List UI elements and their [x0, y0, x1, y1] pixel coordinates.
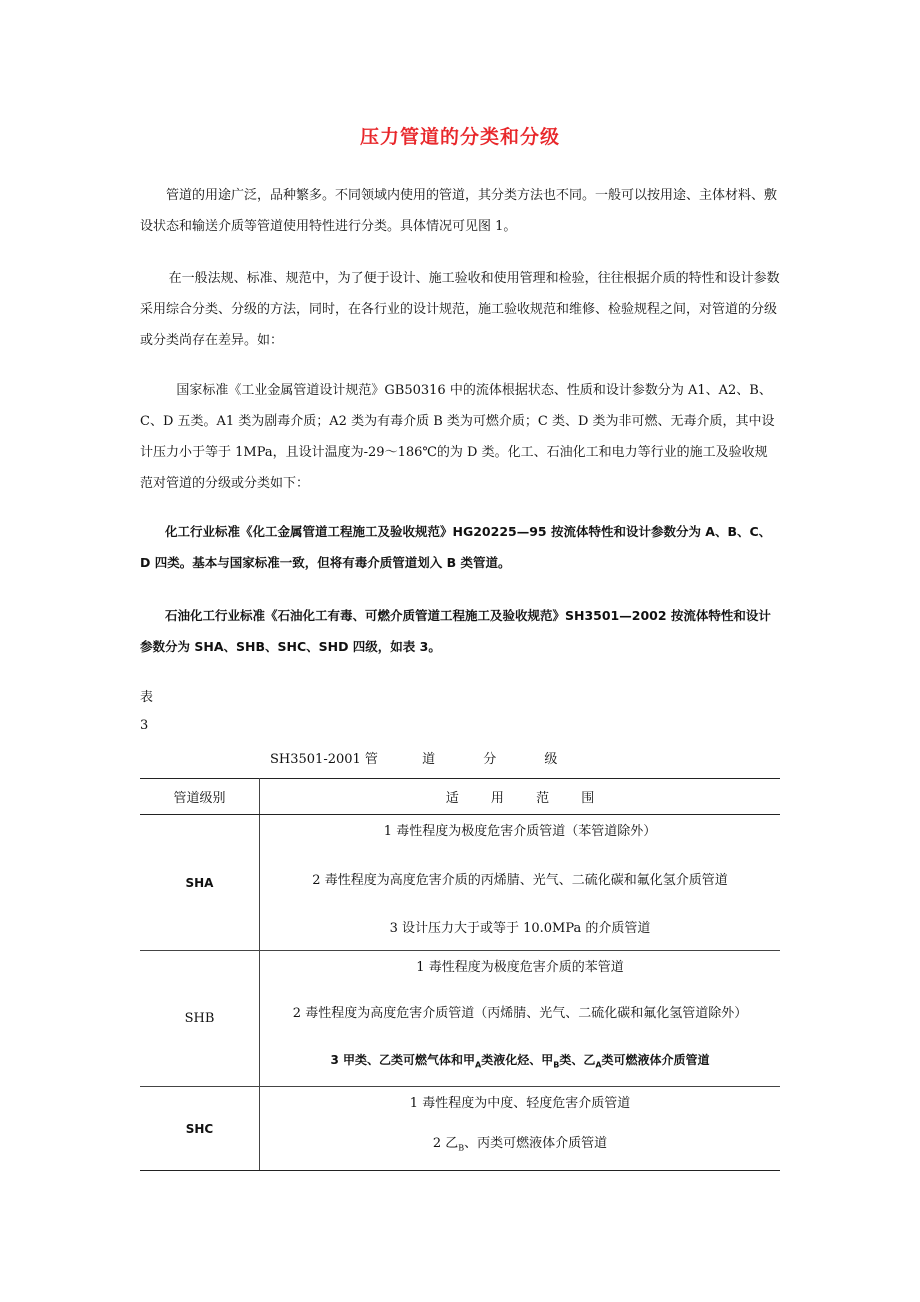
scope-item: 1 毒性程度为极度危害介质的苯管道: [416, 960, 624, 975]
caption-part: 道: [422, 752, 436, 767]
scope-cell: [260, 1087, 780, 1170]
table-label: 表: [140, 690, 154, 705]
paragraph-intro: 管道的用途广泛，品种繁多。不同领域内使用的管道，其分类方法也不同。一般可以按用途、主体材料、敷设状态和输送介质等管道使用特性进行分类。具体情况可见图 1。: [140, 188, 778, 234]
caption-part: 分: [483, 752, 497, 767]
table-caption: [270, 748, 557, 767]
paragraph-national-standard: 国家标准《工业金属管道设计规范》GB50316 中的流体根据状态、性质和设计参数分为 A1、A2、B、C、D 五类。A1 类为剧毒介质；A2 类为有毒介质 B 类为可燃介质；C 类、D 类为非可燃、无毒介质，其中设计压力小于等于 1MPa，且设计温度为-29～186℃的为 D 类。化工、石油化工和电力等行业的施工及验收规范对管道的分级或分类如下：: [140, 383, 775, 491]
header-scope: 适 用 范 围: [260, 779, 781, 815]
scope-item: 1 毒性程度为极度危害介质管道（苯管道除外）: [383, 824, 657, 839]
table-number: 3: [140, 718, 149, 733]
table-header-row: [140, 779, 780, 815]
scope-item: 2 毒性程度为高度危害介质的丙烯腈、光气、二硫化碳和氟化氢介质管道: [312, 872, 728, 888]
caption-part: SH3501-2001 管: [270, 752, 378, 767]
scope-item: 3 设计压力大于或等于 10.0MPa 的介质管道: [389, 921, 651, 936]
scope-item: 1 毒性程度为中度、轻度危害介质管道: [409, 1096, 631, 1111]
level-shb: SHB: [140, 951, 260, 1087]
level-shc: SHC: [140, 1087, 260, 1171]
scope-item: 2 毒性程度为高度危害介质管道（丙烯腈、光气、二硫化碳和氟化氢管道除外）: [292, 1005, 748, 1021]
table-row: [140, 815, 780, 951]
header-level: 管道级别: [140, 779, 260, 815]
scope-item: 3 甲类、乙类可燃气体和甲$_A$类液化烃、甲$_B$类、乙$_A$类可燃液体介质管道: [330, 1052, 710, 1069]
paragraph-petrochemical-standard: 石油化工行业标准《石油化工有毒、可燃介质管道工程施工及验收规范》SH3501—2002 按流体特性和设计参数分为 SHA、SHB、SHC、SHD 四级，如表 3。: [140, 608, 771, 654]
scope-item: 2 乙$_B$、丙类可燃液体介质管道: [432, 1136, 608, 1153]
level-sha: SHA: [140, 815, 260, 951]
paragraph-standards: 在一般法规、标准、规范中，为了便于设计、施工验收和使用管理和检验，往往根据介质的特性和设计参数采用综合分类、分级的方法，同时，在各行业的设计规范，施工验收规范和维修、检验规程之间，对管道的分级或分类尚存在差异。如：: [140, 271, 780, 348]
table-row: [140, 951, 780, 1087]
scope-cell: [260, 951, 780, 1086]
table-row: [140, 1087, 780, 1171]
scope-cell: [260, 815, 780, 950]
pipe-classification-table: [140, 778, 780, 1171]
page-title: 压力管道的分类和分级: [359, 126, 560, 148]
caption-part: 级: [544, 752, 558, 767]
paragraph-chemical-standard: 化工行业标准《化工金属管道工程施工及验收规范》HG20225—95 按流体特性和设计参数分为 A、B、C、D 四类。基本与国家标准一致，但将有毒介质管道划入 B 类管道。: [140, 524, 772, 570]
